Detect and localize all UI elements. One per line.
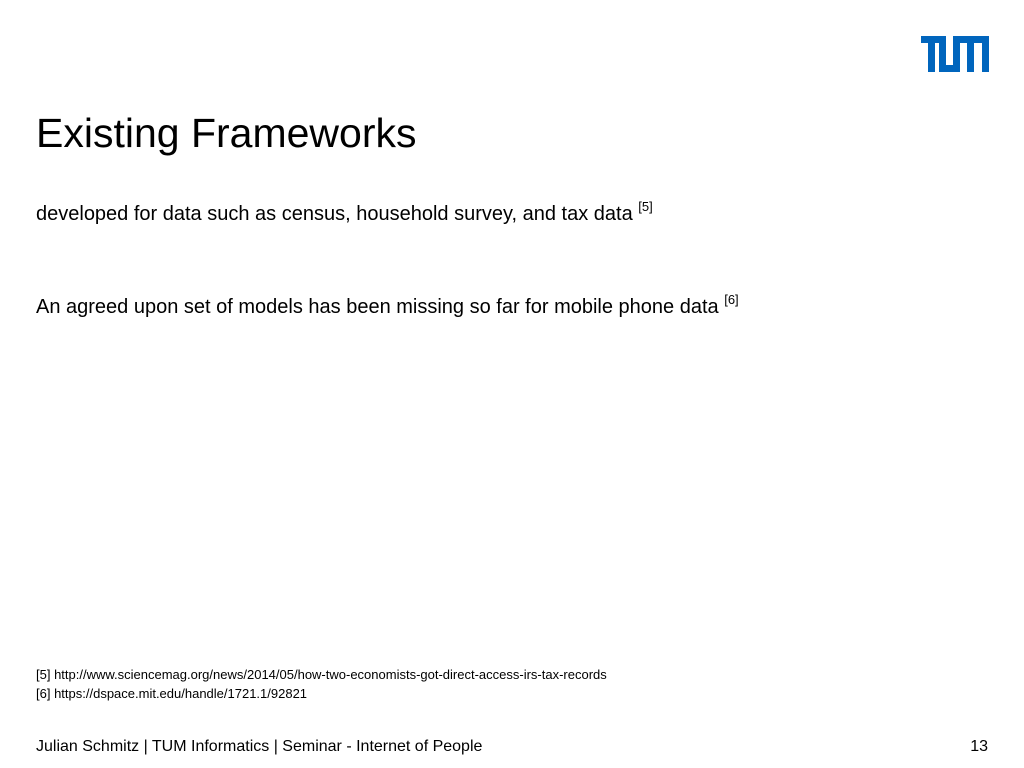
citation-ref: [6] <box>724 292 739 307</box>
page-number: 13 <box>970 738 988 755</box>
tum-logo <box>921 36 989 72</box>
bullet-item <box>36 294 739 320</box>
bullet-text: An agreed upon set of models has been missing so far for mobile phone data <box>36 296 719 318</box>
footer-text: Julian Schmitz | TUM Informatics | Seminar - Internet of People <box>36 738 483 755</box>
citation-ref: [5] <box>638 199 653 214</box>
reference-item: [6] https://dspace.mit.edu/handle/1721.1/92821 <box>36 686 308 701</box>
slide-title: Existing Frameworks <box>36 110 417 156</box>
bullet-item <box>36 201 653 227</box>
bullet-text: developed for data such as census, household survey, and tax data <box>36 203 633 225</box>
reference-item: [5] http://www.sciencemag.org/news/2014/05/how-two-economists-got-direct-access-irs-tax-records <box>36 667 607 682</box>
references <box>36 665 607 703</box>
